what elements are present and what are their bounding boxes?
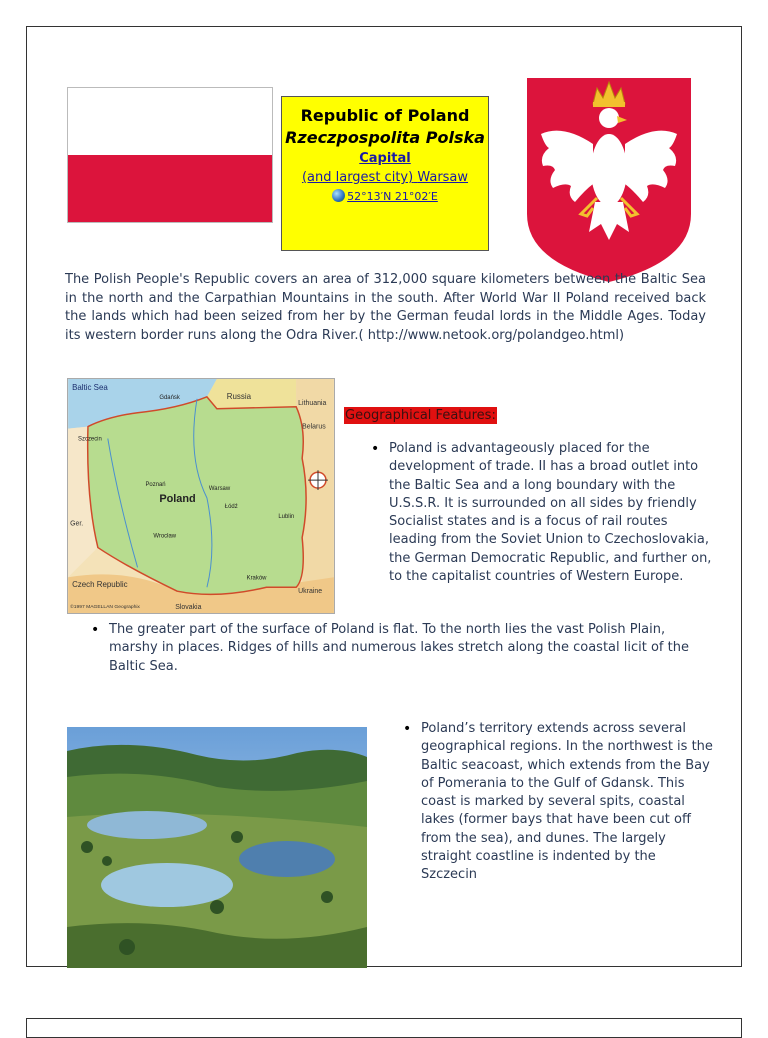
list-item: • Poland’s territory extends across several geographical regions. In the northwest is the Baltic seacoast, which extends from the Bay of Pomerania to the Gulf of Gdansk. This coast is marked by several spits, coastal lakes (former bays that have been cut off from the sea), and dunes. The largely straight coastline is indented by the Szczecin [399, 720, 713, 885]
bullet-list-regions [399, 720, 713, 885]
bullet-list-trade [367, 440, 717, 586]
capital-link[interactable]: Capital [359, 151, 411, 166]
map-copyright: ©1997 MAGELLAN Geographix [70, 605, 140, 611]
map-label-poland: Poland [159, 492, 196, 505]
globe-icon [332, 189, 345, 202]
map-label-krakow: Kraków [246, 575, 267, 582]
map-label-belarus: Belarus [302, 423, 326, 431]
document-page [26, 26, 742, 967]
map-label-warsaw: Warsaw [208, 486, 231, 493]
list-item: • Poland is advantageously placed for the development of trade. II has a broad outlet into the Baltic Sea and a long boundary with the U.S.S.R. It is surrounded on all sides by friendly Socialist states and is a focus of rail routes leading from the Soviet Union to Czechoslovakia, the German Democratic Republic, and further on, to the capitalist countries of Western Europe. [367, 440, 717, 586]
map-label-lublin: Lublin [278, 513, 295, 520]
next-page-edge [26, 1018, 742, 1038]
warsaw-link[interactable]: Warsaw [417, 170, 469, 185]
poland-map-image [67, 378, 335, 614]
map-label-wroclaw: Wrocław [153, 533, 177, 540]
bullet-list-surface [87, 621, 711, 676]
poland-flag-image [67, 87, 273, 223]
map-label-gdansk: Gdańsk [159, 394, 180, 401]
map-label-baltic: Baltic Sea [72, 382, 108, 392]
map-label-germany: Ger. [70, 520, 84, 528]
largest-city-link[interactable]: (and largest city) [301, 170, 414, 185]
intro-paragraph: The Polish People's Republic covers an area of 312,000 square kilometers between the Baltic Sea in the north and the Carpathian Mountains in the south. After World War II Poland received back the lands which had been seized from her by the German feudal lords in the Middle Ages. Today its western border runs along the Odra River.( http://www.netook.org/polandgeo.html) [65, 272, 706, 343]
geographical-features-heading: Geographical Features: [345, 408, 496, 423]
infobox-title-pl: Rzeczpospolita Polska [285, 128, 485, 147]
coat-of-arms-emblem [523, 74, 695, 284]
infobox-title-en: Republic of Poland [300, 106, 470, 125]
landscape-photo [67, 727, 367, 968]
map-label-poznan: Poznań [145, 482, 166, 489]
map-label-czech: Czech Republic [72, 580, 128, 590]
map-label-russia: Russia [226, 391, 251, 401]
map-label-lodz: Łódź [224, 503, 238, 510]
map-label-szczecin: Szczecin [78, 436, 102, 443]
coordinates-link[interactable]: 52°13′N 21°02′E [347, 190, 438, 203]
country-infobox [281, 96, 489, 251]
map-label-slovakia: Slovakia [175, 604, 202, 612]
map-label-lithuania: Lithuania [298, 399, 327, 407]
list-item: • The greater part of the surface of Poland is flat. To the north lies the vast Polish Plain, marshy in places. Ridges of hills and numerous lakes stretch along the coastal licit of the Baltic Sea. [87, 621, 711, 676]
map-label-ukraine: Ukraine [298, 588, 323, 596]
